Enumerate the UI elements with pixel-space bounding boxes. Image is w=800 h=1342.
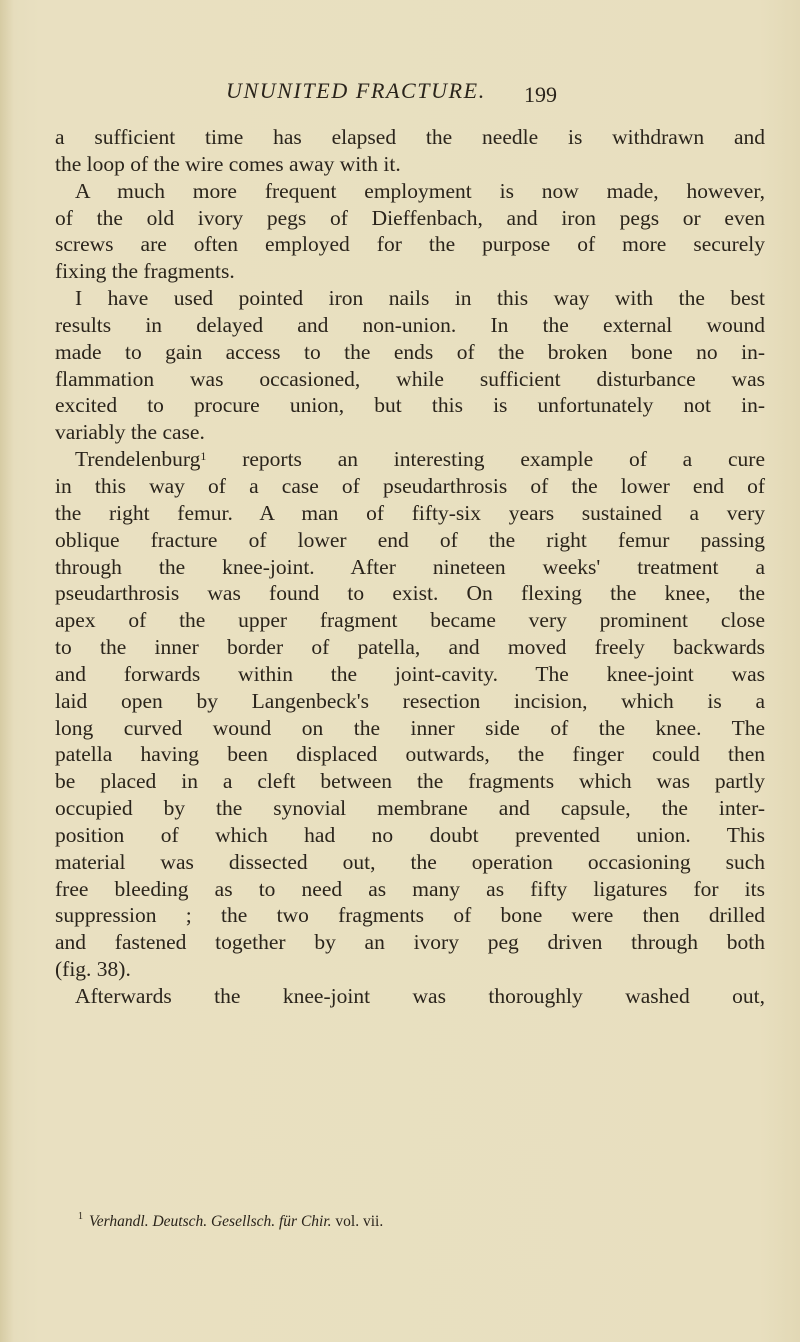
text-line: I have used pointed iron nails in this way with the best	[75, 286, 765, 311]
text-line: oblique fracture of lower end of the right femur passing	[55, 527, 765, 552]
text-line	[55, 446, 765, 473]
footnote-reference: 1	[200, 449, 207, 464]
text-line: the right femur. A man of fifty-six years sustained a very	[55, 500, 765, 525]
text-line: excited to procure union, but this is unfortunately not in-	[55, 393, 765, 418]
text-fragment: reports an interesting example of a cure	[242, 447, 765, 472]
footnote-marker: 1	[78, 1211, 83, 1222]
text-line: suppression ; the two fragments of bone were then drilled	[55, 903, 765, 928]
page-number: 199	[524, 82, 557, 107]
text-line: position of which had no doubt prevented union. This	[55, 822, 765, 847]
text-line: a sufficient time has elapsed the needle is withdrawn and	[55, 125, 765, 149]
text-line: A much more frequent employment is now made, however,	[75, 178, 765, 203]
text-line: variably the case.	[55, 420, 205, 445]
text-line: through the knee-joint. After nineteen weeks' treatment a	[55, 554, 765, 579]
footnote	[78, 1213, 758, 1231]
running-title: UNUNITED FRACTURE.	[226, 78, 486, 103]
footnote-volume: vol. vii.	[335, 1213, 384, 1230]
text-line: and fastened together by an ivory peg driven through both	[55, 930, 765, 955]
text-line: to the inner border of patella, and moved freely backwards	[55, 635, 765, 660]
text-line: be placed in a cleft between the fragments which was partly	[55, 769, 765, 794]
page-header	[0, 78, 800, 112]
text-line: of the old ivory pegs of Dieffenbach, and iron pegs or even	[55, 205, 765, 230]
text-line: pseudarthrosis was found to exist. On flexing the knee, the	[55, 581, 765, 606]
body-text	[55, 124, 765, 1010]
text-line: patella having been displaced outwards, the finger could then	[55, 742, 765, 767]
text-line: fixing the fragments.	[55, 259, 235, 284]
text-line: flammation was occasioned, while sufficient disturbance was	[55, 366, 765, 391]
text-line: made to gain access to the ends of the broken bone no in-	[55, 339, 765, 364]
footnote-citation: Verhandl. Deutsch. Gesellsch. für Chir.	[89, 1213, 332, 1230]
text-line: occupied by the synovial membrane and capsule, the inter-	[55, 796, 765, 821]
text-line: (fig. 38).	[55, 957, 131, 982]
text-line: long curved wound on the inner side of the knee. The	[55, 715, 765, 740]
trendelenburg-name: Trendelenburg	[75, 447, 201, 472]
text-line: apex of the upper fragment became very prominent close	[55, 608, 765, 633]
text-line: laid open by Langenbeck's resection incision, which is a	[55, 688, 765, 713]
text-line: and forwards within the joint-cavity. The knee-joint was	[55, 661, 765, 686]
text-line: Afterwards the knee-joint was thoroughly washed out,	[75, 984, 765, 1008]
text-line: in this way of a case of pseudarthrosis of the lower end of	[55, 473, 765, 498]
text-line: material was dissected out, the operation occasioning such	[55, 849, 765, 874]
text-line: free bleeding as to need as many as fifty ligatures for its	[55, 876, 765, 901]
text-line: screws are often employed for the purpose of more securely	[55, 232, 765, 257]
text-line: the loop of the wire comes away with it.	[55, 151, 401, 176]
text-line: results in delayed and non-union. In the external wound	[55, 312, 765, 337]
